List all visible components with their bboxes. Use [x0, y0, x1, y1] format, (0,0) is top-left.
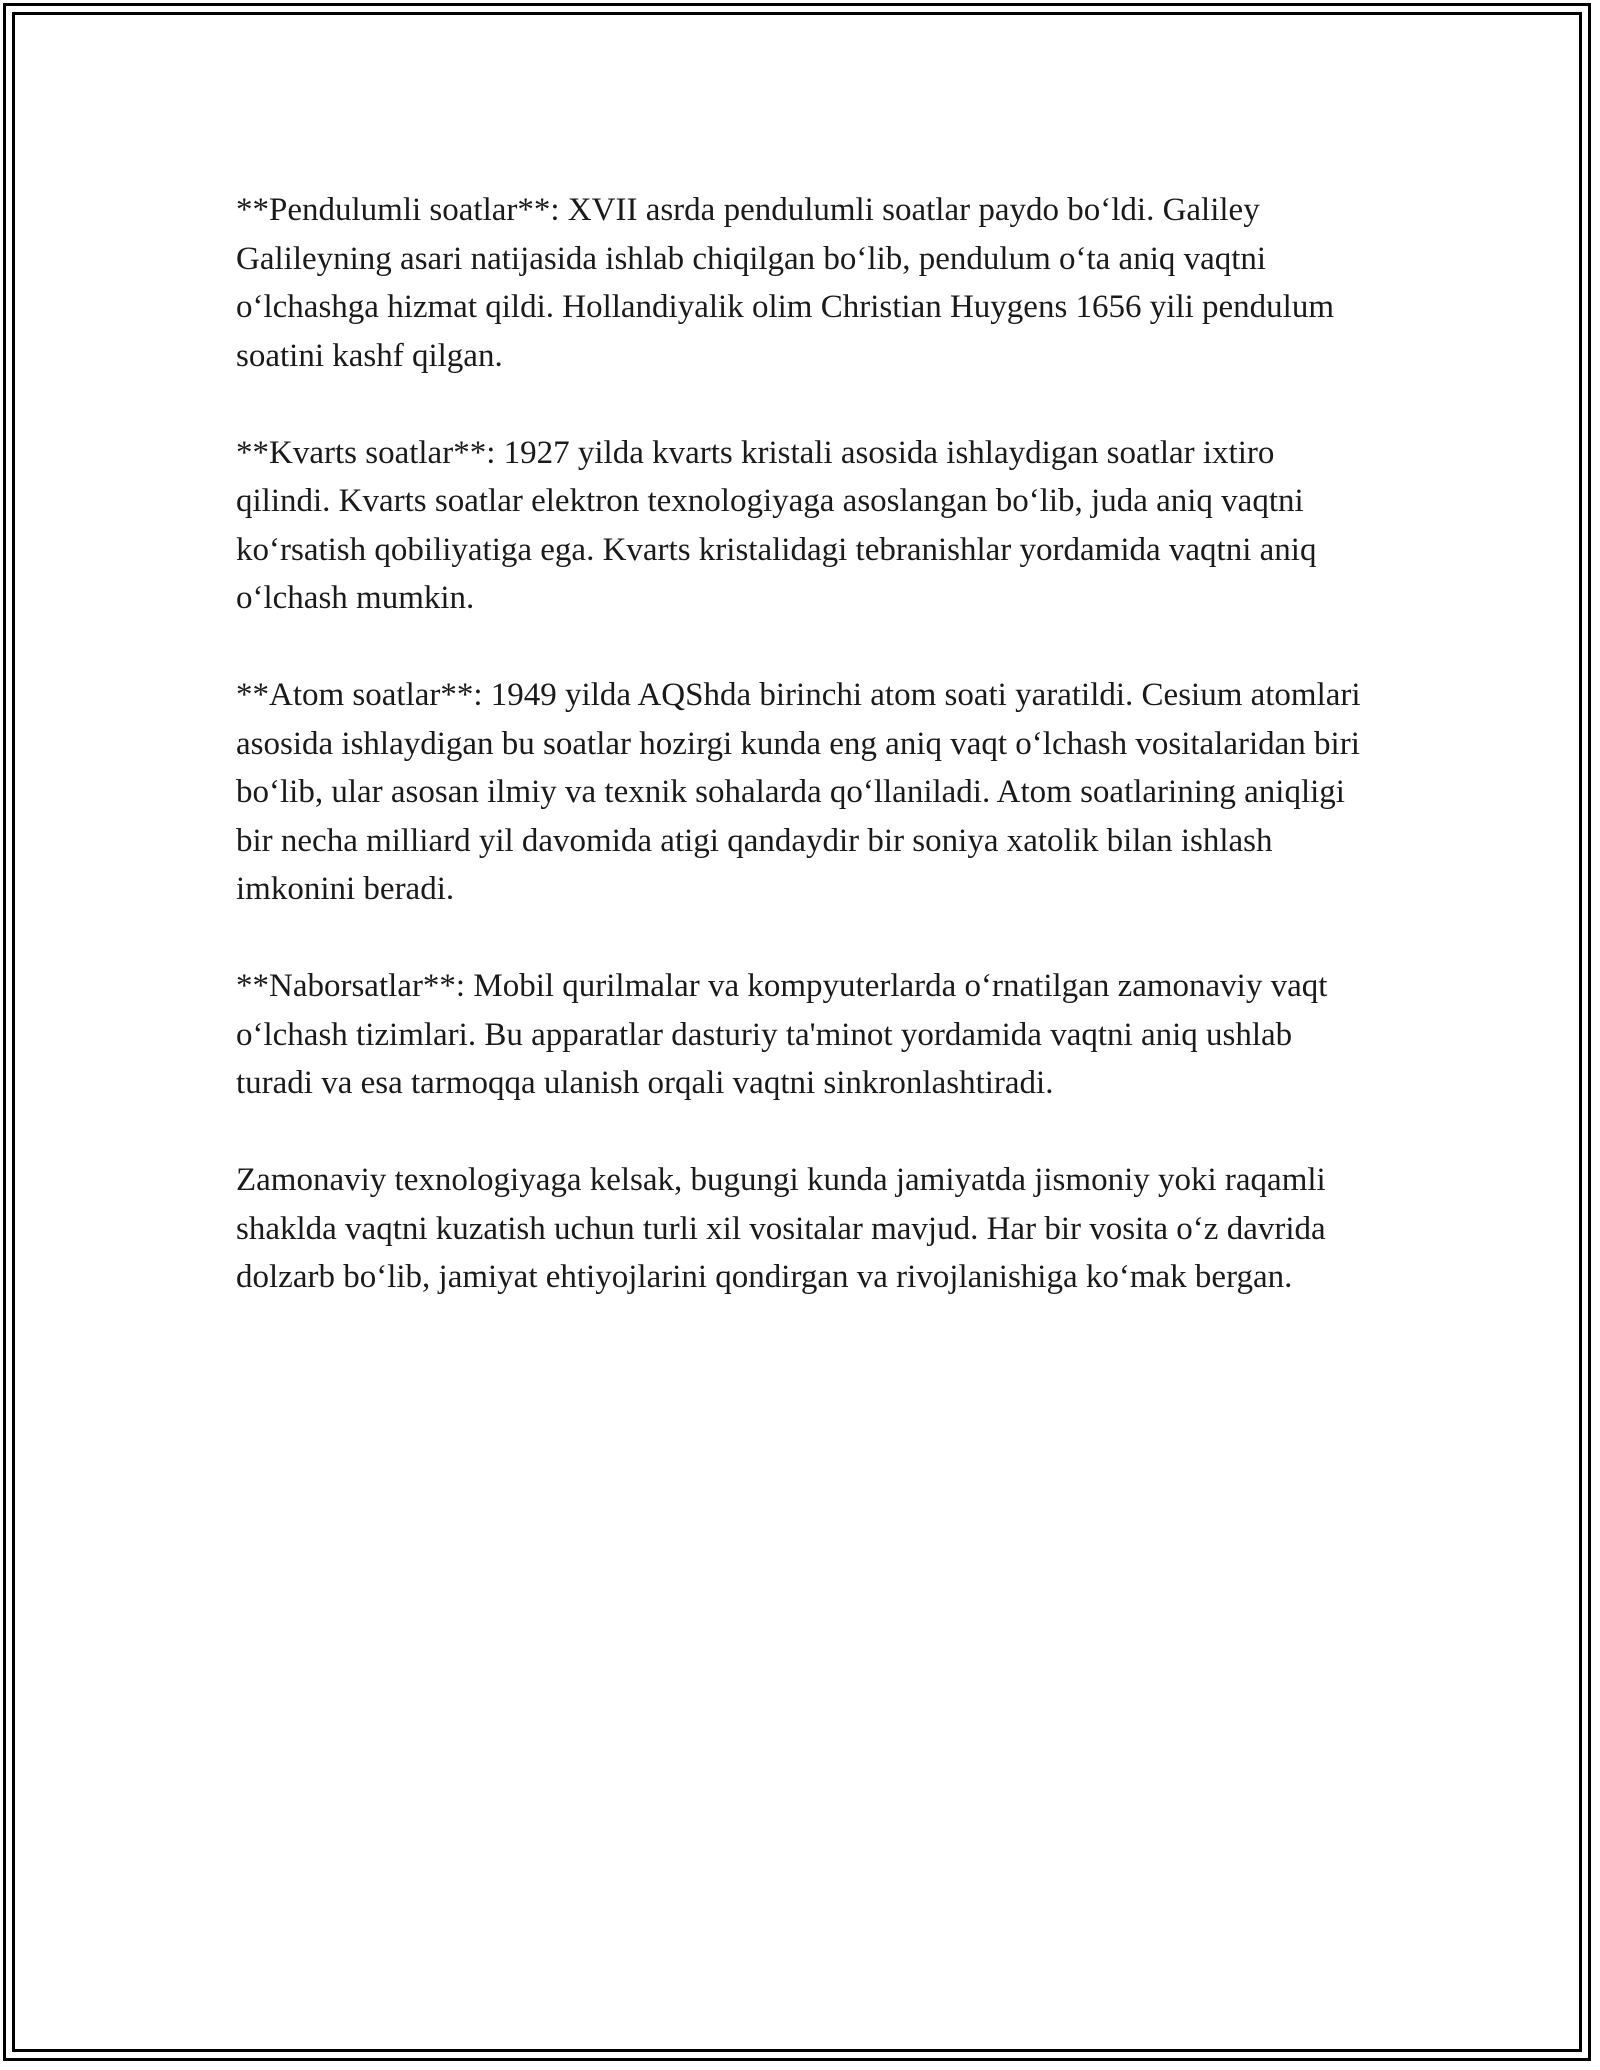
paragraph-atomic-clocks: **Atom soatlar**: 1949 yilda AQShda birinchi atom soati yaratildi. Cesium atomlari asosida ishlaydigan bu soatlar hozirgi kunda eng aniq vaqt o‘lchash vositalaridan biri bo‘lib, ular asosan ilmiy va texnik sohalarda qo‘llaniladi. Atom soatlarining aniqligi bir necha milliard yil davomida atigi qandaydir bir soniya xatolik bilan ishlash imkonini beradi.	[236, 677, 1361, 907]
document-body	[236, 186, 1366, 1350]
paragraph-conclusion: Zamonaviy texnologiyaga kelsak, bugungi kunda jamiyatda jismoniy yoki raqamli shaklda vaqtni kuzatish uchun turli xil vositalar mavjud. Har bir vosita o‘z davrida dolzarb bo‘lib, jamiyat ehtiyojlarini qondirgan va rivojlanishiga ko‘mak bergan.	[236, 1162, 1326, 1295]
paragraph-digital-devices: **Naborsatlar**: Mobil qurilmalar va kompyuterlarda o‘rnatilgan zamonaviy vaqt o‘lchash tizimlari. Bu apparatlar dasturiy ta'minot yordamida vaqtni aniq ushlab turadi va esa tarmoqqa ulanish orqali vaqtni sinkronlashtiradi.	[236, 968, 1328, 1101]
paragraph-pendulum-clocks: **Pendulumli soatlar**: XVII asrda pendulumli soatlar paydo bo‘ldi. Galiley Galileyning asari natijasida ishlab chiqilgan bo‘lib, pendulum o‘ta aniq vaqtni o‘lchashga hizmat qildi. Hollandiyalik olim Christian Huygens 1656 yili pendulum soatini kashf qilgan.	[236, 192, 1335, 374]
paragraph-quartz-clocks: **Kvarts soatlar**: 1927 yilda kvarts kristali asosida ishlaydigan soatlar ixtiro qilindi. Kvarts soatlar elektron texnologiyaga asoslangan bo‘lib, juda aniq vaqtni ko‘rsatish qobiliyatiga ega. Kvarts kristalidagi tebranishlar yordamida vaqtni aniq o‘lchash mumkin.	[236, 434, 1317, 616]
